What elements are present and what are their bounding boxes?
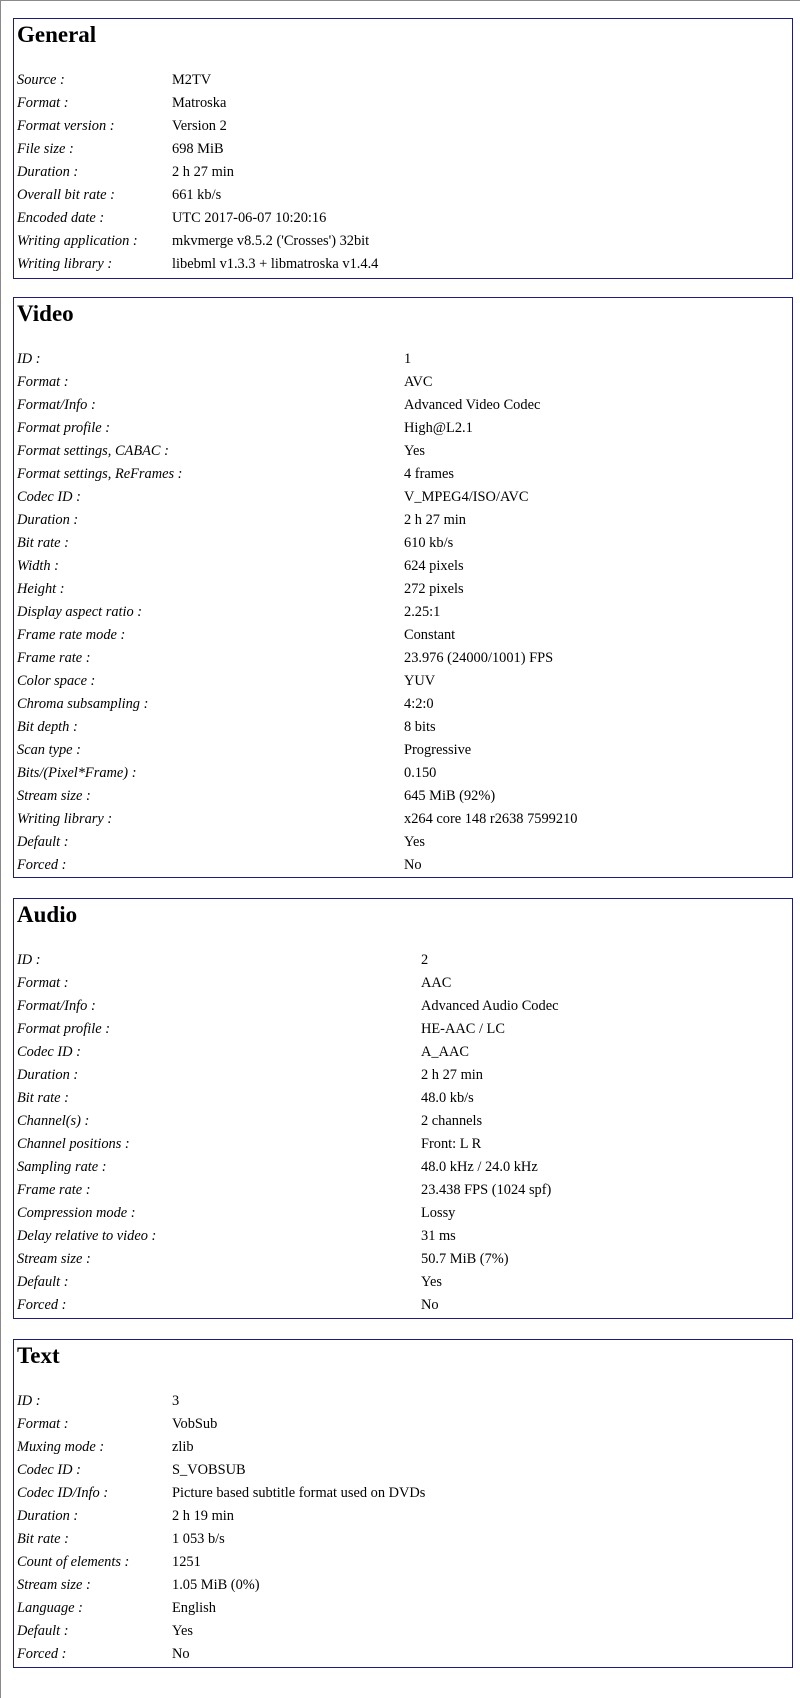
property-list (17, 949, 788, 1317)
property-label: Codec ID : (17, 1462, 81, 1478)
property-row (17, 670, 788, 693)
property-value: HE-AAC / LC (421, 1021, 505, 1037)
property-value: AVC (404, 374, 433, 390)
property-row (17, 184, 788, 207)
property-row (17, 1505, 788, 1528)
property-label: Default : (17, 834, 69, 850)
property-row (17, 693, 788, 716)
property-row (17, 1225, 788, 1248)
property-value: M2TV (172, 72, 212, 88)
property-row (17, 161, 788, 184)
property-label: Duration : (17, 164, 79, 180)
property-value: Lossy (421, 1205, 456, 1221)
property-row (17, 1482, 788, 1505)
property-label: Format settings, ReFrames : (17, 466, 183, 482)
property-value: Version 2 (172, 118, 227, 134)
property-label: Height : (17, 581, 65, 597)
property-value: AAC (421, 975, 452, 991)
property-row (17, 1294, 788, 1317)
property-label: Compression mode : (17, 1205, 136, 1221)
property-row (17, 394, 788, 417)
property-row (17, 785, 788, 808)
property-value: 4 frames (404, 466, 454, 482)
property-row (17, 1643, 788, 1666)
property-value: Picture based subtitle format used on DVDs (172, 1485, 426, 1501)
property-row (17, 92, 788, 115)
property-label: Frame rate : (17, 1182, 91, 1198)
property-row (17, 440, 788, 463)
property-list (17, 348, 788, 877)
audio-section (13, 898, 793, 1319)
property-value: 2 (421, 952, 429, 968)
section-title: Text (17, 1343, 60, 1368)
property-row (17, 624, 788, 647)
property-label: Writing application : (17, 233, 138, 249)
text-section (13, 1339, 793, 1668)
property-value: YUV (404, 673, 436, 689)
property-value: libebml v1.3.3 + libmatroska v1.4.4 (172, 256, 379, 272)
property-label: Stream size : (17, 1251, 91, 1267)
property-label: Channel positions : (17, 1136, 130, 1152)
property-row (17, 417, 788, 440)
property-value: High@L2.1 (404, 420, 473, 436)
property-row (17, 371, 788, 394)
property-label: Display aspect ratio : (17, 604, 143, 620)
property-label: Duration : (17, 1508, 79, 1524)
property-row (17, 1528, 788, 1551)
property-label: Stream size : (17, 788, 91, 804)
property-value: 1.05 MiB (0%) (172, 1577, 260, 1593)
property-row (17, 1133, 788, 1156)
property-value: Progressive (404, 742, 472, 758)
property-row (17, 1390, 788, 1413)
property-value: 3 (172, 1393, 180, 1409)
property-label: ID : (17, 952, 41, 968)
property-label: Encoded date : (17, 210, 105, 226)
property-row (17, 1018, 788, 1041)
property-value: 31 ms (421, 1228, 456, 1244)
property-label: Scan type : (17, 742, 81, 758)
property-value: 2.25:1 (404, 604, 441, 620)
property-label: Duration : (17, 1067, 79, 1083)
property-row (17, 555, 788, 578)
property-label: Format/Info : (17, 397, 96, 413)
property-value: 661 kb/s (172, 187, 222, 203)
property-row (17, 230, 788, 253)
property-row (17, 716, 788, 739)
property-row (17, 509, 788, 532)
property-value: 2 h 27 min (404, 512, 466, 528)
property-label: Source : (17, 72, 65, 88)
property-row (17, 1436, 788, 1459)
property-label: File size : (17, 141, 74, 157)
section-title: Audio (17, 902, 78, 927)
property-label: Muxing mode : (17, 1439, 105, 1455)
property-row (17, 1620, 788, 1643)
property-row (17, 808, 788, 831)
property-label: Format : (17, 1416, 69, 1432)
property-value: Yes (404, 834, 425, 850)
property-label: Format profile : (17, 420, 110, 436)
property-row (17, 762, 788, 785)
property-label: Color space : (17, 673, 96, 689)
property-label: Forced : (17, 857, 67, 873)
property-row (17, 1064, 788, 1087)
property-value: 0.150 (404, 765, 437, 781)
property-label: Forced : (17, 1297, 67, 1313)
property-value: Constant (404, 627, 456, 643)
property-row (17, 486, 788, 509)
property-label: Format : (17, 95, 69, 111)
property-value: 48.0 kHz / 24.0 kHz (421, 1159, 538, 1175)
property-label: Codec ID : (17, 489, 81, 505)
property-row (17, 348, 788, 371)
property-value: x264 core 148 r2638 7599210 (404, 811, 578, 827)
property-row (17, 207, 788, 230)
property-label: Bit rate : (17, 1090, 69, 1106)
property-row (17, 1202, 788, 1225)
property-value: No (172, 1646, 190, 1662)
property-row (17, 1156, 788, 1179)
property-value: 2 h 27 min (172, 164, 234, 180)
property-value: 698 MiB (172, 141, 224, 157)
property-row (17, 854, 788, 877)
property-label: Format version : (17, 118, 115, 134)
property-row (17, 831, 788, 854)
property-label: ID : (17, 1393, 41, 1409)
property-label: Codec ID : (17, 1044, 81, 1060)
property-value: 50.7 MiB (7%) (421, 1251, 509, 1267)
property-value: Advanced Video Codec (404, 397, 541, 413)
property-value: Front: L R (421, 1136, 482, 1152)
property-label: Bit depth : (17, 719, 78, 735)
property-row (17, 601, 788, 624)
property-row (17, 1459, 788, 1482)
property-row (17, 532, 788, 555)
property-value: A_AAC (421, 1044, 469, 1060)
property-label: Default : (17, 1274, 69, 1290)
property-value: Yes (421, 1274, 442, 1290)
property-label: Channel(s) : (17, 1113, 90, 1129)
property-row (17, 949, 788, 972)
property-label: Format settings, CABAC : (17, 443, 169, 459)
property-label: Codec ID/Info : (17, 1485, 109, 1501)
property-label: Format : (17, 374, 69, 390)
property-value: 48.0 kb/s (421, 1090, 474, 1106)
property-label: Duration : (17, 512, 79, 528)
property-value: 23.438 FPS (1024 spf) (421, 1182, 552, 1198)
property-label: Count of elements : (17, 1554, 130, 1570)
property-value: Yes (172, 1623, 193, 1639)
property-row (17, 1574, 788, 1597)
property-value: V_MPEG4/ISO/AVC (404, 489, 529, 505)
property-label: Chroma subsampling : (17, 696, 149, 712)
property-row (17, 1087, 788, 1110)
property-value: Advanced Audio Codec (421, 998, 559, 1014)
property-value: 610 kb/s (404, 535, 454, 551)
property-row (17, 69, 788, 92)
property-value: 645 MiB (92%) (404, 788, 496, 804)
property-list (17, 1390, 788, 1666)
property-value: mkvmerge v8.5.2 ('Crosses') 32bit (172, 233, 370, 249)
property-label: Bits/(Pixel*Frame) : (17, 765, 137, 781)
property-value: S_VOBSUB (172, 1462, 246, 1478)
property-value: 2 channels (421, 1113, 483, 1129)
property-value: 1 (404, 351, 412, 367)
property-value: 624 pixels (404, 558, 464, 574)
property-label: Bit rate : (17, 535, 69, 551)
property-row (17, 1551, 788, 1574)
property-label: ID : (17, 351, 41, 367)
property-value: UTC 2017-06-07 10:20:16 (172, 210, 327, 226)
property-row (17, 972, 788, 995)
property-label: Stream size : (17, 1577, 91, 1593)
property-label: Overall bit rate : (17, 187, 115, 203)
property-row (17, 578, 788, 601)
property-label: Frame rate mode : (17, 627, 126, 643)
property-row (17, 1271, 788, 1294)
property-label: Forced : (17, 1646, 67, 1662)
property-value: Yes (404, 443, 425, 459)
property-value: Matroska (172, 95, 227, 111)
property-row (17, 1179, 788, 1202)
property-row (17, 1413, 788, 1436)
property-value: 1 053 b/s (172, 1531, 225, 1547)
property-row (17, 739, 788, 762)
property-value: zlib (172, 1439, 194, 1455)
property-row (17, 115, 788, 138)
property-label: Format profile : (17, 1021, 110, 1037)
property-value: 4:2:0 (404, 696, 434, 712)
property-value: 23.976 (24000/1001) FPS (404, 650, 554, 666)
property-row (17, 138, 788, 161)
property-row (17, 1248, 788, 1271)
video-section (13, 297, 793, 878)
property-value: VobSub (172, 1416, 218, 1432)
property-value: 1251 (172, 1554, 201, 1570)
property-value: English (172, 1600, 216, 1616)
property-label: Bit rate : (17, 1531, 69, 1547)
property-value: 8 bits (404, 719, 436, 735)
property-value: 272 pixels (404, 581, 464, 597)
property-label: Language : (17, 1600, 83, 1616)
property-label: Writing library : (17, 256, 113, 272)
property-row (17, 995, 788, 1018)
property-label: Width : (17, 558, 59, 574)
property-row (17, 253, 788, 276)
property-value: 2 h 27 min (421, 1067, 483, 1083)
property-row (17, 1110, 788, 1133)
property-value: No (404, 857, 422, 873)
property-row (17, 1041, 788, 1064)
property-row (17, 1597, 788, 1620)
property-label: Frame rate : (17, 650, 91, 666)
property-row (17, 463, 788, 486)
property-label: Default : (17, 1623, 69, 1639)
property-value: No (421, 1297, 439, 1313)
property-label: Format/Info : (17, 998, 96, 1014)
section-title: Video (17, 301, 74, 326)
property-label: Sampling rate : (17, 1159, 107, 1175)
property-label: Delay relative to video : (17, 1228, 157, 1244)
property-list (17, 69, 788, 276)
section-title: General (17, 22, 97, 47)
property-value: 2 h 19 min (172, 1508, 234, 1524)
property-row (17, 647, 788, 670)
property-label: Writing library : (17, 811, 113, 827)
general-section (13, 18, 793, 279)
property-label: Format : (17, 975, 69, 991)
